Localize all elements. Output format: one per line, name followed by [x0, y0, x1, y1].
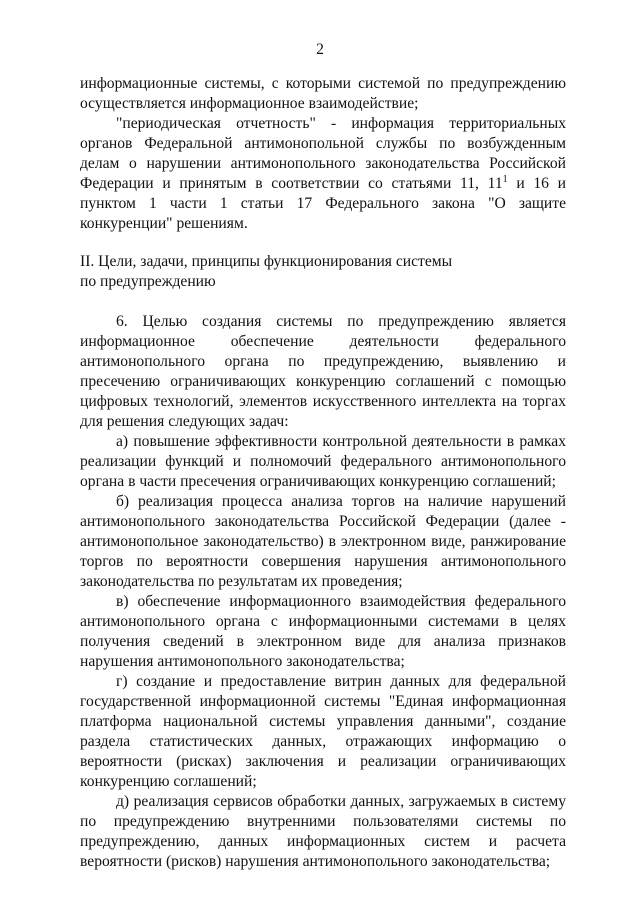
- section-heading-line-2: по предупреждению: [80, 273, 216, 290]
- paragraph-item-6: 6. Целью создания системы по предупреждению является информационное обеспечение деятельности федерального антимонопольного органа по предупреждению, выявлению и пресечению ограничивающих конкуренцию соглашений с помощью цифровых технологий, элементов искусственного интеллекта на торгах для решения следующих задач:: [80, 313, 566, 430]
- section-heading-line-1: II. Цели, задачи, принципы функционирования системы: [80, 253, 453, 270]
- periodic-superscript: 1: [502, 173, 508, 185]
- paragraph-item-v: в) обеспечение информационного взаимодействия федерального антимонопольного органа с информационными системами в целях получения сведений в электронном виде для анализа признаков нарушения антимонопольного законодательства;: [80, 593, 566, 670]
- paragraph-item-d: д) реализация сервисов обработки данных, загружаемых в систему по предупреждению внутренними пользователями системы по предупреждению, данных информационных систем и расчета вероятности (рисков) нарушения антимонопольного законодательства;: [80, 793, 566, 870]
- paragraph-item-a: а) повышение эффективности контрольной деятельности в рамках реализации функций и полномочий федерального антимонопольного органа в части пресечения ограничивающих конкуренцию соглашений;: [80, 433, 566, 490]
- paragraph-item-g: г) создание и предоставление витрин данных для федеральной государственной информационной системы "Единая информационная платформа национальной системы управления данными", создание раздела статистических данных, отражающих информацию о вероятности (рисках) заключения и реализации ограничивающих конкуренцию соглашений;: [80, 673, 566, 790]
- paragraph-periodic-reporting: [80, 114, 566, 234]
- page-number: 2: [316, 41, 324, 58]
- periodic-text-after: и 16 и пунктом 1 части 1 статьи 17 Федерального закона "О защите конкуренции" решениям.: [80, 175, 567, 232]
- document-body: [80, 74, 566, 872]
- paragraph-info-systems-continuation: информационные системы, с которыми системой по предупреждению осуществляется информационное взаимодействие;: [80, 75, 566, 112]
- paragraph-item-b: б) реализация процесса анализа торгов на наличие нарушений антимонопольного законодательства Российской Федерации (далее - антимонопольное законодательство) в электронном виде, ранжирование торгов по вероятности совершения нарушения антимонопольного законодательства по результатам их проведения;: [80, 493, 566, 590]
- periodic-text-before: "периодическая отчетность" - информация территориальных органов Федеральной антимонопольной службы по возбужденным делам о нарушении антимонопольного законодательства Российской Федерации и принятым в соответствии со статьями 11, 11: [80, 115, 566, 192]
